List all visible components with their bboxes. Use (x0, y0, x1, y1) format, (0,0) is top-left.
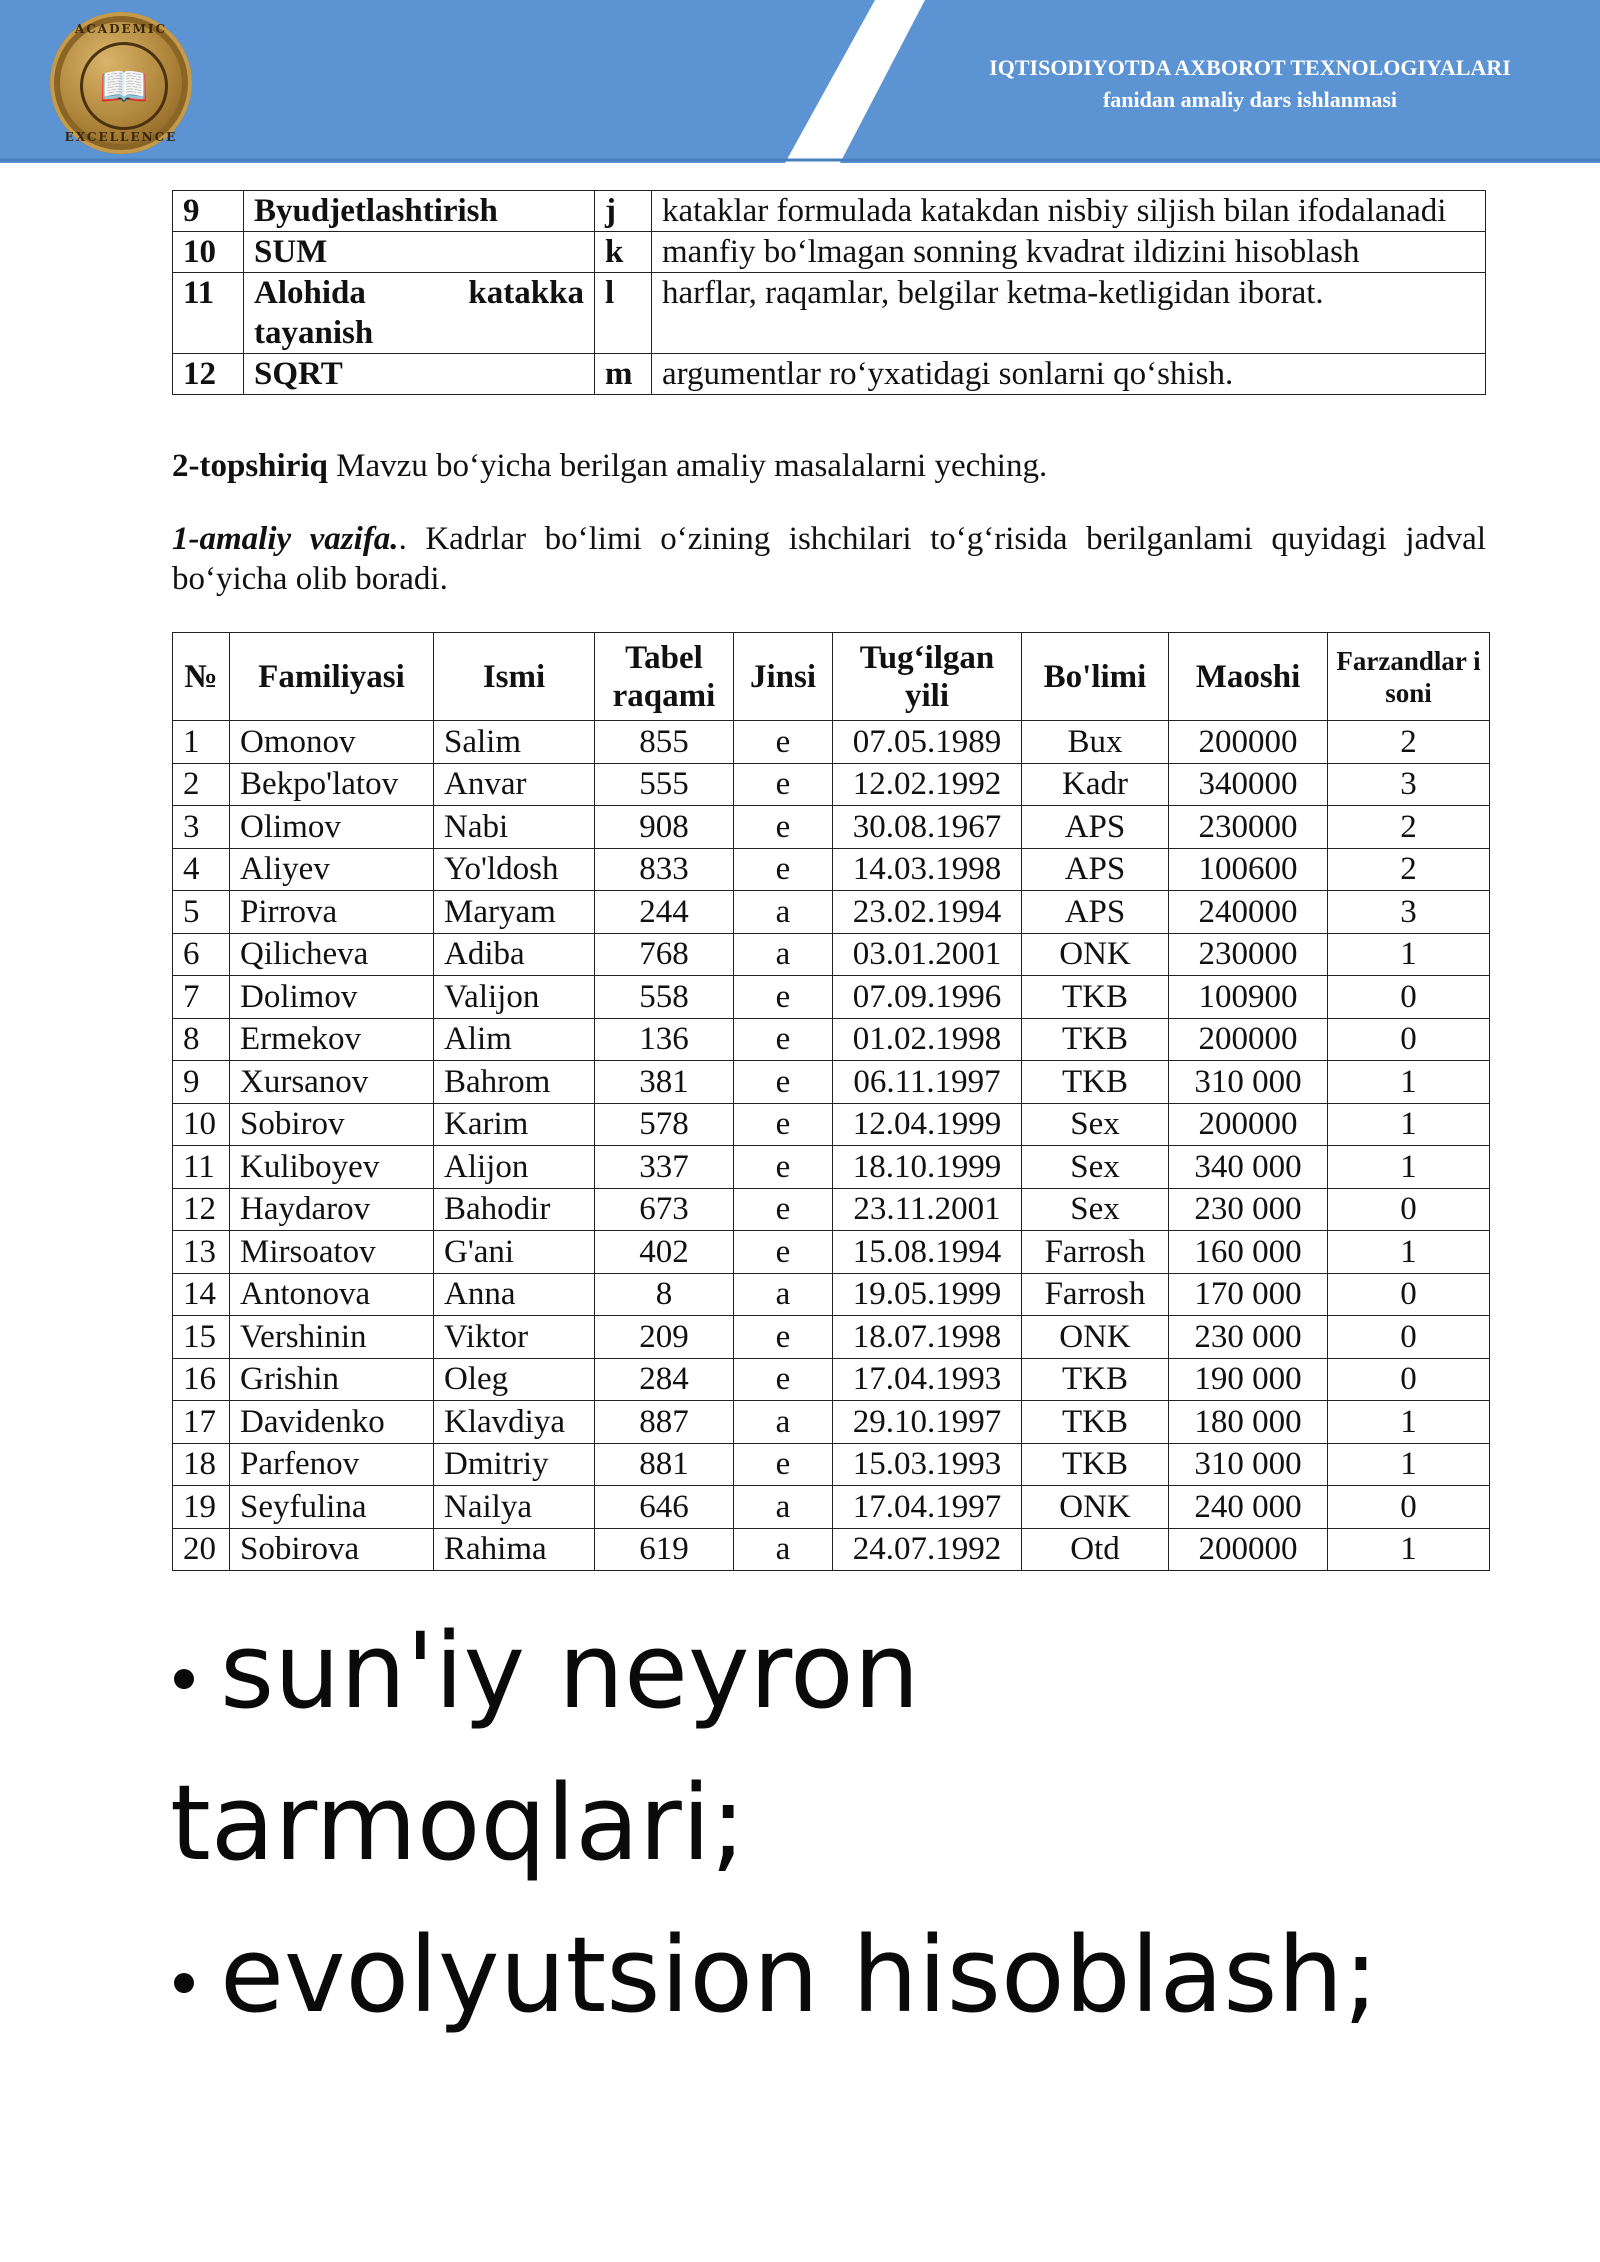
cell-name: Yo'ldosh (434, 848, 595, 891)
cell-name: Anna (434, 1273, 595, 1316)
cell-birthdate: 12.04.1999 (833, 1103, 1022, 1146)
table-row (173, 763, 1490, 806)
header-title (970, 52, 1530, 116)
cell-surname: Antonova (230, 1273, 434, 1316)
cell-name: Bahrom (434, 1061, 595, 1104)
cell-number: 16 (173, 1358, 230, 1401)
cell-salary: 100600 (1169, 848, 1328, 891)
cell-birthdate: 17.04.1993 (833, 1358, 1022, 1401)
cell-department: TKB (1022, 976, 1169, 1019)
cell-department: ONK (1022, 933, 1169, 976)
cell-department: APS (1022, 891, 1169, 934)
cell-gender: e (734, 1188, 833, 1231)
cell-name: Karim (434, 1103, 595, 1146)
cell-birthdate: 30.08.1967 (833, 806, 1022, 849)
cell-gender: e (734, 848, 833, 891)
cell-salary: 170 000 (1169, 1273, 1328, 1316)
cell-department: ONK (1022, 1486, 1169, 1529)
cell-tabel: 908 (595, 806, 734, 849)
cell-tabel: 8 (595, 1273, 734, 1316)
cell-department: Otd (1022, 1528, 1169, 1571)
cell-number: 5 (173, 891, 230, 934)
cell-children: 0 (1328, 1316, 1490, 1359)
cell-surname: Seyfulina (230, 1486, 434, 1529)
cell-number: 20 (173, 1528, 230, 1571)
cell-birthdate: 18.10.1999 (833, 1146, 1022, 1189)
task2-label: 2-topshiriq (172, 448, 328, 484)
cell-children: 2 (1328, 806, 1490, 849)
row-number: 10 (173, 232, 244, 273)
cell-name: Dmitriy (434, 1443, 595, 1486)
cell-gender: e (734, 1231, 833, 1274)
col-header-birthdate: Tug‘ilgan yili (833, 633, 1022, 721)
table-row (173, 806, 1490, 849)
cell-children: 0 (1328, 1486, 1490, 1529)
cell-name: Bahodir (434, 1188, 595, 1231)
cell-name: Maryam (434, 891, 595, 934)
cell-tabel: 855 (595, 721, 734, 764)
term-cell: Byudjetlashtirish (244, 191, 595, 232)
cell-tabel: 887 (595, 1401, 734, 1444)
cell-gender: e (734, 1146, 833, 1189)
cell-children: 0 (1328, 976, 1490, 1019)
table-row (173, 976, 1490, 1019)
cell-name: Salim (434, 721, 595, 764)
cell-birthdate: 29.10.1997 (833, 1401, 1022, 1444)
table-row (173, 891, 1490, 934)
cell-birthdate: 01.02.1998 (833, 1018, 1022, 1061)
cell-birthdate: 12.02.1992 (833, 763, 1022, 806)
col-header-surname: Familiyasi (230, 633, 434, 721)
cell-children: 2 (1328, 721, 1490, 764)
cell-children: 0 (1328, 1188, 1490, 1231)
cell-tabel: 673 (595, 1188, 734, 1231)
logo-text-top: ACADEMIC (74, 22, 168, 36)
cell-department: TKB (1022, 1401, 1169, 1444)
cell-salary: 200000 (1169, 721, 1328, 764)
task2-text: Mavzu bo‘yicha berilgan amaliy masalalarni yeching. (327, 448, 1048, 484)
description-cell: argumentlar ro‘yxatidagi sonlarni qo‘shish. (652, 354, 1486, 395)
bullet-icon (174, 1973, 194, 1993)
cell-children: 1 (1328, 933, 1490, 976)
cell-number: 11 (173, 1146, 230, 1189)
cell-name: G'ani (434, 1231, 595, 1274)
cell-name: Alijon (434, 1146, 595, 1189)
cell-number: 2 (173, 763, 230, 806)
col-header-number: № (173, 633, 230, 721)
cell-children: 0 (1328, 1358, 1490, 1401)
cell-tabel: 833 (595, 848, 734, 891)
cell-tabel: 555 (595, 763, 734, 806)
cell-department: Sex (1022, 1146, 1169, 1189)
cell-surname: Ermekov (230, 1018, 434, 1061)
cell-number: 15 (173, 1316, 230, 1359)
cell-salary: 240000 (1169, 891, 1328, 934)
cell-salary: 180 000 (1169, 1401, 1328, 1444)
col-header-salary: Maoshi (1169, 633, 1328, 721)
table-row (173, 933, 1490, 976)
cell-gender: a (734, 1401, 833, 1444)
header-title-line1: IQTISODIYOTDA AXBOROT TEXNOLOGIYALARI (989, 55, 1511, 80)
term-cell: Alohida katakka tayanish (244, 273, 595, 354)
cell-birthdate: 19.05.1999 (833, 1273, 1022, 1316)
cell-name: Anvar (434, 763, 595, 806)
col-header-name: Ismi (434, 633, 595, 721)
cell-surname: Haydarov (230, 1188, 434, 1231)
cell-children: 1 (1328, 1231, 1490, 1274)
cell-tabel: 209 (595, 1316, 734, 1359)
cell-salary: 240 000 (1169, 1486, 1328, 1529)
cell-gender: a (734, 1486, 833, 1529)
cell-children: 0 (1328, 1273, 1490, 1316)
table-row (173, 1231, 1490, 1274)
table-row (173, 273, 1486, 354)
cell-department: Farrosh (1022, 1273, 1169, 1316)
cell-gender: e (734, 1018, 833, 1061)
cell-gender: e (734, 1443, 833, 1486)
cell-birthdate: 23.02.1994 (833, 891, 1022, 934)
cell-salary: 160 000 (1169, 1231, 1328, 1274)
cell-salary: 200000 (1169, 1018, 1328, 1061)
cell-gender: e (734, 1358, 833, 1401)
cell-surname: Qilicheva (230, 933, 434, 976)
cell-birthdate: 07.09.1996 (833, 976, 1022, 1019)
cell-children: 0 (1328, 1018, 1490, 1061)
cell-department: Sex (1022, 1103, 1169, 1146)
cell-surname: Omonov (230, 721, 434, 764)
cell-surname: Mirsoatov (230, 1231, 434, 1274)
cell-name: Alim (434, 1018, 595, 1061)
task2-paragraph (172, 446, 1486, 486)
cell-gender: e (734, 1061, 833, 1104)
cell-department: TKB (1022, 1061, 1169, 1104)
cell-gender: e (734, 1103, 833, 1146)
cell-number: 12 (173, 1188, 230, 1231)
cell-surname: Sobirov (230, 1103, 434, 1146)
table-row (173, 1188, 1490, 1231)
cell-birthdate: 14.03.1998 (833, 848, 1022, 891)
cell-salary: 200000 (1169, 1528, 1328, 1571)
cell-birthdate: 03.01.2001 (833, 933, 1022, 976)
term-cell: SUM (244, 232, 595, 273)
cell-salary: 230 000 (1169, 1316, 1328, 1359)
cell-salary: 230 000 (1169, 1188, 1328, 1231)
cell-number: 8 (173, 1018, 230, 1061)
cell-gender: e (734, 721, 833, 764)
cell-name: Nailya (434, 1486, 595, 1529)
cell-salary: 310 000 (1169, 1443, 1328, 1486)
cell-gender: a (734, 1273, 833, 1316)
term-cell: SQRT (244, 354, 595, 395)
cell-salary: 340 000 (1169, 1146, 1328, 1189)
table-row (173, 848, 1490, 891)
table-row (173, 1316, 1490, 1359)
cell-number: 10 (173, 1103, 230, 1146)
bullet-item1-line1: sun'iy neyron (220, 1610, 920, 1732)
table-row (173, 1273, 1490, 1316)
table-row (173, 1358, 1490, 1401)
cell-department: Farrosh (1022, 1231, 1169, 1274)
table-row (173, 1061, 1490, 1104)
cell-birthdate: 18.07.1998 (833, 1316, 1022, 1359)
cell-name: Valijon (434, 976, 595, 1019)
row-number: 12 (173, 354, 244, 395)
cell-department: ONK (1022, 1316, 1169, 1359)
table-row (173, 232, 1486, 273)
cell-salary: 190 000 (1169, 1358, 1328, 1401)
cell-salary: 340000 (1169, 763, 1328, 806)
task-intro-paragraph (172, 519, 1486, 599)
employees-table-body (173, 721, 1490, 1571)
table-row (173, 721, 1490, 764)
cell-children: 1 (1328, 1443, 1490, 1486)
cell-birthdate: 15.08.1994 (833, 1231, 1022, 1274)
matching-table (172, 190, 1486, 395)
employees-table (172, 632, 1490, 1571)
cell-tabel: 881 (595, 1443, 734, 1486)
col-header-department: Bo'limi (1022, 633, 1169, 721)
cell-children: 2 (1328, 848, 1490, 891)
letter-cell: l (595, 273, 652, 354)
cell-department: Kadr (1022, 763, 1169, 806)
table-row (173, 1401, 1490, 1444)
page-header (0, 0, 1600, 163)
cell-surname: Vershinin (230, 1316, 434, 1359)
cell-children: 1 (1328, 1401, 1490, 1444)
cell-tabel: 578 (595, 1103, 734, 1146)
col-header-tabel: Tabel raqami (595, 633, 734, 721)
letter-cell: k (595, 232, 652, 273)
cell-number: 13 (173, 1231, 230, 1274)
cell-birthdate: 07.05.1989 (833, 721, 1022, 764)
book-icon: 📖 (80, 42, 168, 130)
cell-gender: e (734, 806, 833, 849)
bullet-item (170, 1899, 1470, 2051)
row-number: 9 (173, 191, 244, 232)
table-row (173, 1528, 1490, 1571)
cell-tabel: 136 (595, 1018, 734, 1061)
row-number: 11 (173, 273, 244, 354)
description-cell: harflar, raqamlar, belgilar ketma-ketligidan iborat. (652, 273, 1486, 354)
cell-number: 17 (173, 1401, 230, 1444)
table-row (173, 1103, 1490, 1146)
cell-number: 6 (173, 933, 230, 976)
cell-name: Rahima (434, 1528, 595, 1571)
cell-salary: 100900 (1169, 976, 1328, 1019)
cell-number: 7 (173, 976, 230, 1019)
cell-surname: Parfenov (230, 1443, 434, 1486)
cell-number: 18 (173, 1443, 230, 1486)
cell-tabel: 337 (595, 1146, 734, 1189)
cell-tabel: 768 (595, 933, 734, 976)
letter-cell: j (595, 191, 652, 232)
cell-department: Bux (1022, 721, 1169, 764)
table-row (173, 354, 1486, 395)
letter-cell: m (595, 354, 652, 395)
col-header-children: Farzandlar i soni (1328, 633, 1490, 721)
cell-children: 3 (1328, 891, 1490, 934)
cell-children: 1 (1328, 1146, 1490, 1189)
cell-name: Viktor (434, 1316, 595, 1359)
cell-name: Klavdiya (434, 1401, 595, 1444)
header-title-line2: fanidan amaliy dars ishlanmasi (1102, 87, 1397, 112)
cell-salary: 200000 (1169, 1103, 1328, 1146)
cell-tabel: 381 (595, 1061, 734, 1104)
cell-birthdate: 17.04.1997 (833, 1486, 1022, 1529)
cell-birthdate: 23.11.2001 (833, 1188, 1022, 1231)
cell-number: 4 (173, 848, 230, 891)
cell-department: Sex (1022, 1188, 1169, 1231)
cell-surname: Pirrova (230, 891, 434, 934)
task-intro-label: 1-amaliy vazifa. (172, 521, 399, 557)
cell-gender: e (734, 1316, 833, 1359)
description-cell: manfiy bo‘lmagan sonning kvadrat ildizini hisoblash (652, 232, 1486, 273)
table-row (173, 1018, 1490, 1061)
col-header-gender: Jinsi (734, 633, 833, 721)
cell-birthdate: 24.07.1992 (833, 1528, 1022, 1571)
cell-tabel: 619 (595, 1528, 734, 1571)
cell-salary: 230000 (1169, 933, 1328, 976)
table-row (173, 1486, 1490, 1529)
cell-tabel: 646 (595, 1486, 734, 1529)
cell-tabel: 558 (595, 976, 734, 1019)
cell-birthdate: 15.03.1993 (833, 1443, 1022, 1486)
cell-surname: Bekpo'latov (230, 763, 434, 806)
cell-gender: a (734, 891, 833, 934)
cell-tabel: 284 (595, 1358, 734, 1401)
logo-text-bottom: EXCELLENCE (64, 130, 178, 144)
task-intro-text: . Kadrlar bo‘limi o‘zining ishchilari to‘g‘risida berilganlami quyidagi jadval bo‘yicha olib boradi. (172, 521, 1486, 597)
bullet-icon (174, 1669, 194, 1689)
cell-name: Adiba (434, 933, 595, 976)
cell-gender: e (734, 976, 833, 1019)
cell-department: TKB (1022, 1358, 1169, 1401)
cell-number: 19 (173, 1486, 230, 1529)
cell-surname: Dolimov (230, 976, 434, 1019)
cell-children: 3 (1328, 763, 1490, 806)
cell-department: TKB (1022, 1018, 1169, 1061)
description-cell: kataklar formulada katakdan nisbiy siljish bilan ifodalanadi (652, 191, 1486, 232)
cell-department: APS (1022, 848, 1169, 891)
cell-salary: 230000 (1169, 806, 1328, 849)
bullet-item (170, 1595, 1470, 1747)
cell-surname: Grishin (230, 1358, 434, 1401)
cell-children: 1 (1328, 1528, 1490, 1571)
cell-tabel: 402 (595, 1231, 734, 1274)
cell-birthdate: 06.11.1997 (833, 1061, 1022, 1104)
cell-number: 3 (173, 806, 230, 849)
cell-children: 1 (1328, 1061, 1490, 1104)
cell-surname: Aliyev (230, 848, 434, 891)
bullet-list (170, 1595, 1470, 2051)
cell-surname: Kuliboyev (230, 1146, 434, 1189)
cell-department: TKB (1022, 1443, 1169, 1486)
cell-surname: Davidenko (230, 1401, 434, 1444)
bullet-item2: evolyutsion hisoblash; (220, 1914, 1379, 2036)
table-row (173, 1443, 1490, 1486)
cell-name: Nabi (434, 806, 595, 849)
cell-department: APS (1022, 806, 1169, 849)
cell-children: 1 (1328, 1103, 1490, 1146)
cell-number: 1 (173, 721, 230, 764)
cell-number: 14 (173, 1273, 230, 1316)
table-row (173, 1146, 1490, 1189)
table-row (173, 191, 1486, 232)
academic-excellence-logo (50, 12, 192, 154)
cell-gender: a (734, 1528, 833, 1571)
cell-name: Oleg (434, 1358, 595, 1401)
cell-salary: 310 000 (1169, 1061, 1328, 1104)
cell-tabel: 244 (595, 891, 734, 934)
cell-number: 9 (173, 1061, 230, 1104)
bullet-item-continuation: tarmoqlari; (170, 1762, 746, 1884)
cell-gender: a (734, 933, 833, 976)
cell-surname: Xursanov (230, 1061, 434, 1104)
cell-surname: Olimov (230, 806, 434, 849)
cell-gender: e (734, 763, 833, 806)
cell-surname: Sobirova (230, 1528, 434, 1571)
table-header-row (173, 633, 1490, 721)
